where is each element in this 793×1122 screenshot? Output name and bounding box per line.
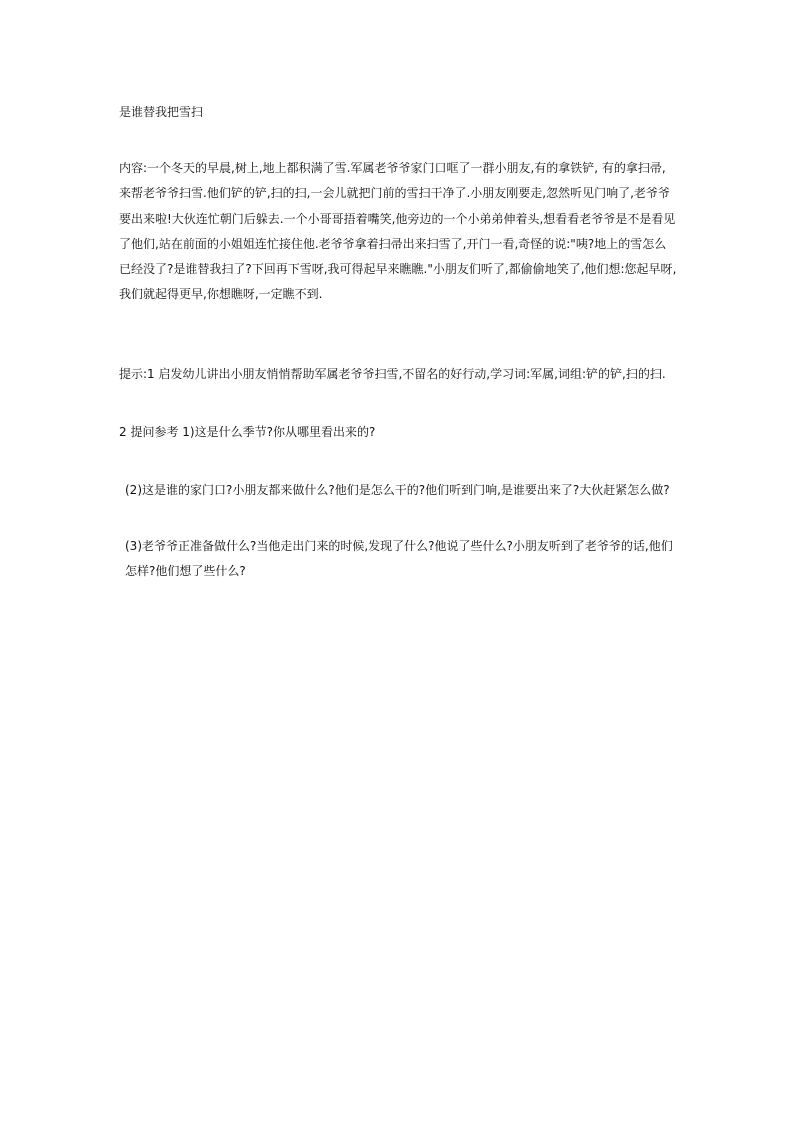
question-1-paragraph: 2 提问参考 1)这是什么季节?你从哪里看出来的? bbox=[119, 425, 376, 439]
question-3-paragraph: (3)老爷爷正准备做什么?当他走出门来的时候,发现了什么?他说了些什么?小朋友听到了老爷爷的话,他们怎样?他们想了些什么? bbox=[125, 539, 673, 579]
story-content-paragraph: 内容:一个冬天的早晨,树上,地上都积满了雪.军属老爷爷家门口哐了一群小朋友,有的拿铁铲, 有的拿扫帚,来帮老爷爷扫雪.他们铲的铲,扫的扫,一会儿就把门前的雪扫干净了.小朋友刚要走,忽然听见门响了,老爷爷要出来啦!大伙连忙朝门后躲去.一个小哥哥捂着嘴笑,他旁边的一个小弟弟伸着头,想看看老爷爷是不是看见了他们,站在前面的小姐姐连忙接住他.老爷爷拿着扫帚出来扫雪了,开门一看,奇怪的说:"咦?地上的雪怎么已经没了?是谁替我扫了?下回再下雪呀,我可得起早来瞧瞧."小朋友们听了,都偷偷地笑了,他们想:您起早呀,我们就起得更早,你想瞧呀,一定瞧不到. bbox=[119, 161, 677, 302]
document-title: 是谁替我把雪扫 bbox=[119, 105, 204, 119]
question-2-paragraph: (2)这是谁的家门口?小朋友都来做什么?他们是怎么干的?他们听到门响,是谁要出来了?大伙赶紧怎么做? bbox=[125, 483, 670, 497]
hint-paragraph: 提示:1 启发幼儿讲出小朋友悄悄帮助军属老爷爷扫雪,不留名的好行动,学习词:军属,词组:铲的铲,扫的扫. bbox=[119, 367, 666, 381]
